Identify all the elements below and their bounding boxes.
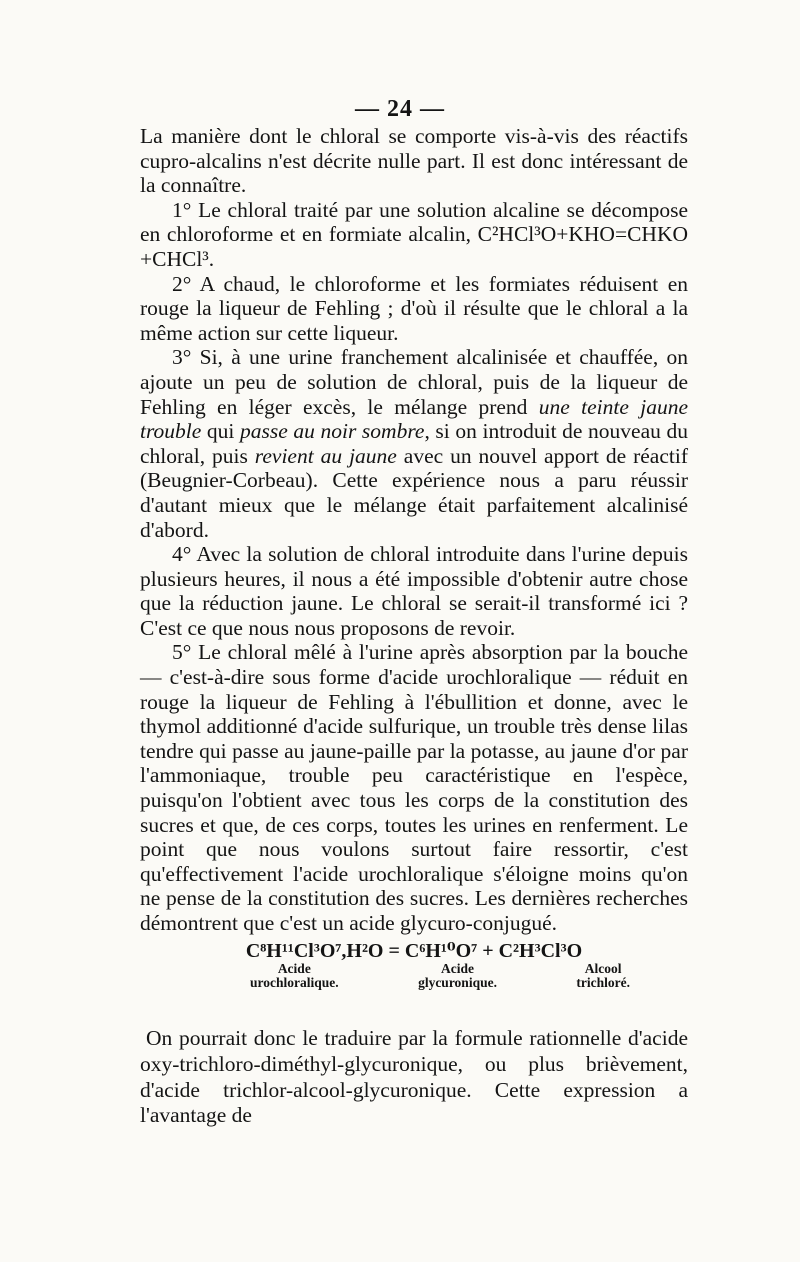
p3-text-c: , si on introduit de nouveau du chloral, puis bbox=[140, 419, 688, 468]
paragraph-intro: La manière dont le chloral se comporte vis-à-vis des réactifs cupro-alcalins n'est décrite nulle part. Il est donc intéressant de la connaître. bbox=[140, 124, 688, 198]
p3-text-a: 3° Si, à une urine franchement alcalinisée et chauffée, on ajoute un peu de solution de chloral, puis de la liqueur de Fehling en léger excès, le mélange prend bbox=[140, 345, 688, 419]
caption-glycuronic-acid bbox=[418, 962, 497, 990]
caption-line-1: Alcool bbox=[584, 961, 622, 976]
caption-line-1: Acide bbox=[441, 961, 474, 976]
equation-captions bbox=[250, 962, 630, 990]
caption-trichloro-alcohol bbox=[576, 962, 630, 990]
closing-text bbox=[140, 1026, 688, 1129]
caption-line-2: trichloré. bbox=[576, 975, 630, 990]
p3-italic-b: passe au noir sombre bbox=[240, 419, 425, 444]
p3-text-d: avec un nouvel apport de réactif (Beugnier-Corbeau). Cette expérience nous a paru réussir d'autant mieux que le mélange était parfaitement alcalinisé d'abord. bbox=[140, 443, 688, 542]
chemical-equation: C⁸H¹¹Cl³O⁷,H²O = C⁶H¹⁰O⁷ + C²H³Cl³O bbox=[245, 940, 583, 962]
p3-text-b: qui bbox=[201, 419, 240, 444]
paragraph-closing: On pourrait donc le traduire par la formule rationnelle d'acide oxy-trichloro-diméthyl-glycuronique, ou plus brièvement, d'acide trichlor-alcool-glycuronique. Cette expression a l'avantage de bbox=[140, 1026, 688, 1128]
caption-line-1: Acide bbox=[277, 961, 311, 976]
caption-line-2: glycuronique. bbox=[418, 975, 497, 990]
paragraph-point-2: 2° A chaud, le chloroforme et les formiates réduisent en rouge la liqueur de Fehling ; d'où il résulte que le chloral a la même action sur cette liqueur. bbox=[140, 271, 688, 345]
caption-line-2: urochloralique. bbox=[250, 975, 339, 990]
paragraph-point-1: 1° Le chloral traité par une solution alcaline se décompose en chloroforme et en formiate alcalin, C²HCl³O+KHO=CHKO +CHCl³. bbox=[140, 197, 688, 271]
p3-italic-c: revient au jaune bbox=[254, 443, 397, 468]
paragraph-point-5: 5° Le chloral mêlé à l'urine après absorption par la bouche — c'est-à-dire sous forme d'acide urochloralique — réduit en rouge la liqueur de Fehling à l'ébullition et donne, avec le thymol additionné d'acide sulfurique, un trouble très dense lilas tendre qui passe au jaune-paille par la potasse, au jaune d'or par l'ammoniaque, trouble peu caractéristique en l'espèce, puisqu'on l'obtient avec tous les corps de la constitution des sucres et que, de ces corps, toutes les urines en renferment. Le point que nous voulons surtout faire ressortir, c'est qu'effectivement l'acide urochloralique s'éloigne moins qu'on ne pense de la constitution des sucres. Les dernières recherches démontrent que c'est un acide glycuro-conjugué. bbox=[140, 640, 688, 935]
p3-italic-a: une teinte jaune trouble bbox=[140, 394, 688, 444]
paragraph-point-3 bbox=[140, 345, 688, 542]
main-text bbox=[140, 124, 688, 936]
paragraph-point-4: 4° Avec la solution de chloral introduite dans l'urine depuis plusieurs heures, il nous a été impossible d'obtenir autre chose que la réduction jaune. Le chloral se serait-il transformé ici ? C'est ce que nous nous proposons de revoir. bbox=[140, 542, 688, 640]
caption-urochloralic-acid bbox=[250, 962, 339, 990]
page-number: — 24 — bbox=[355, 96, 445, 122]
